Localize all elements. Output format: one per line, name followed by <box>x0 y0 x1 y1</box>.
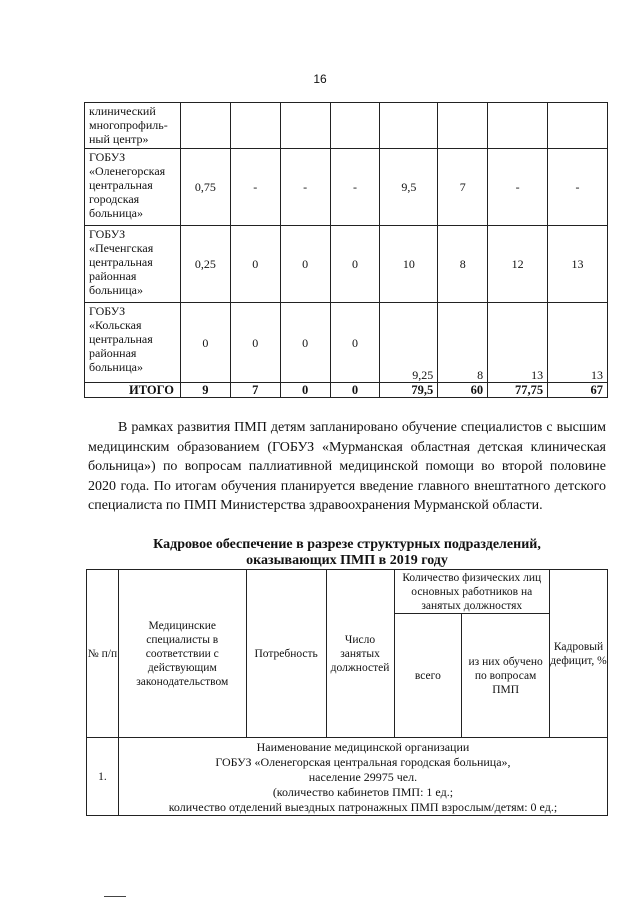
value-cell: 0 <box>230 303 280 383</box>
org-name-line: больница» <box>89 283 143 297</box>
org-name-line: больница» <box>89 360 143 374</box>
value-cell: 0 <box>280 226 330 303</box>
value-cell: - <box>230 149 280 226</box>
table-row <box>85 103 608 149</box>
org-name-line: больница» <box>89 206 143 220</box>
org-name-cell <box>85 226 181 303</box>
header-positions: Число занятых должностей <box>326 570 394 738</box>
value-cell: 0,25 <box>180 226 230 303</box>
org-name-line: клинический <box>89 104 156 118</box>
info-line: количество отделений выездных патронажных ПМП взрослым/детям: 0 ед.; <box>168 800 558 814</box>
value-cell: 12 <box>488 226 548 303</box>
staffing-structure-table <box>86 569 608 816</box>
total-value: 0 <box>330 383 380 398</box>
staffing-table-continued <box>84 102 608 398</box>
value-cell: 9,25 <box>380 303 438 383</box>
value-cell: - <box>330 149 380 226</box>
org-name-cell <box>85 149 181 226</box>
org-name-cell <box>85 303 181 383</box>
value-cell: 0 <box>180 303 230 383</box>
header-total: всего <box>394 614 462 738</box>
page-number: 16 <box>313 72 327 86</box>
org-name-line: ГОБУЗ <box>89 150 126 164</box>
value-cell <box>280 103 330 149</box>
info-line: (количество кабинетов ПМП: 1 ед.; <box>272 785 454 799</box>
heading-line: оказывающих ПМП в 2019 году <box>246 553 448 568</box>
header-workers-group: Количество физических лиц основных работников на занятых должностях <box>394 570 550 614</box>
organization-info <box>118 738 607 816</box>
total-value: 77,75 <box>488 383 548 398</box>
value-cell <box>380 103 438 149</box>
value-cell: 13 <box>548 303 608 383</box>
org-name-line: многопрофиль- <box>89 118 168 132</box>
org-name-line: центральная <box>89 332 153 346</box>
value-cell: 0,75 <box>180 149 230 226</box>
header-row <box>87 570 608 614</box>
info-line: население 29975 чел. <box>308 770 418 784</box>
header-specialists: Медицинские специалисты в соответствии с действующим законодательством <box>118 570 246 738</box>
total-value: 79,5 <box>380 383 438 398</box>
section-heading <box>84 537 610 569</box>
heading-line: Кадровое обеспечение в разрезе структурных подразделений, <box>153 537 541 552</box>
value-cell: 8 <box>438 226 488 303</box>
org-name-line: центральная <box>89 178 153 192</box>
total-value: 7 <box>230 383 280 398</box>
value-cell: 13 <box>488 303 548 383</box>
body-paragraph: В рамках развития ПМП детям запланировано обучение специалистов с высшим медицинским образованием (ГОБУЗ «Мурманская областная детская клиническая больница») по вопросам паллиативной медицинской помощи во второй половине 2020 года. По итогам обучения планируется введение главного внештатного детского специалиста по ПМП Министерства здравоохранения Мурманской области. <box>88 420 606 513</box>
total-value: 60 <box>438 383 488 398</box>
org-name-line: центральная <box>89 255 153 269</box>
org-name-cell <box>85 103 181 149</box>
value-cell <box>488 103 548 149</box>
value-cell: 7 <box>438 149 488 226</box>
org-name-line: ГОБУЗ <box>89 304 126 318</box>
value-cell: - <box>488 149 548 226</box>
table-row <box>87 738 608 816</box>
value-cell: - <box>548 149 608 226</box>
org-name-line: ный центр» <box>89 132 149 146</box>
value-cell <box>230 103 280 149</box>
row-number: 1. <box>87 738 119 816</box>
value-cell: 13 <box>548 226 608 303</box>
value-cell <box>180 103 230 149</box>
org-name-line: «Печенгская <box>89 241 154 255</box>
total-value: 9 <box>180 383 230 398</box>
info-line: Наименование медицинской организации <box>256 740 470 754</box>
total-value: 0 <box>280 383 330 398</box>
value-cell: 0 <box>230 226 280 303</box>
value-cell <box>548 103 608 149</box>
org-name-line: районная <box>89 346 137 360</box>
info-line: ГОБУЗ «Оленегорская центральная городская больница», <box>215 755 511 769</box>
org-name-line: районная <box>89 269 137 283</box>
header-num: № п/п <box>87 570 119 738</box>
org-name-line: «Кольская <box>89 318 142 332</box>
table-row <box>85 226 608 303</box>
value-cell: 10 <box>380 226 438 303</box>
value-cell: - <box>280 149 330 226</box>
table-row <box>85 303 608 383</box>
value-cell: 0 <box>280 303 330 383</box>
value-cell: 9,5 <box>380 149 438 226</box>
org-name-line: ГОБУЗ <box>89 227 126 241</box>
value-cell <box>330 103 380 149</box>
total-value: 67 <box>548 383 608 398</box>
value-cell: 0 <box>330 226 380 303</box>
org-name-line: «Оленегорская <box>89 164 166 178</box>
total-row <box>85 383 608 398</box>
total-label: ИТОГО <box>85 383 181 398</box>
table-row <box>85 149 608 226</box>
org-name-line: городская <box>89 192 140 206</box>
value-cell <box>438 103 488 149</box>
value-cell: 0 <box>330 303 380 383</box>
footnote-separator <box>104 896 126 897</box>
header-deficit: Кадровый дефицит, % <box>550 570 608 738</box>
header-trained: из них обучено по вопросам ПМП <box>462 614 550 738</box>
value-cell: 8 <box>438 303 488 383</box>
header-need: Потребность <box>246 570 326 738</box>
